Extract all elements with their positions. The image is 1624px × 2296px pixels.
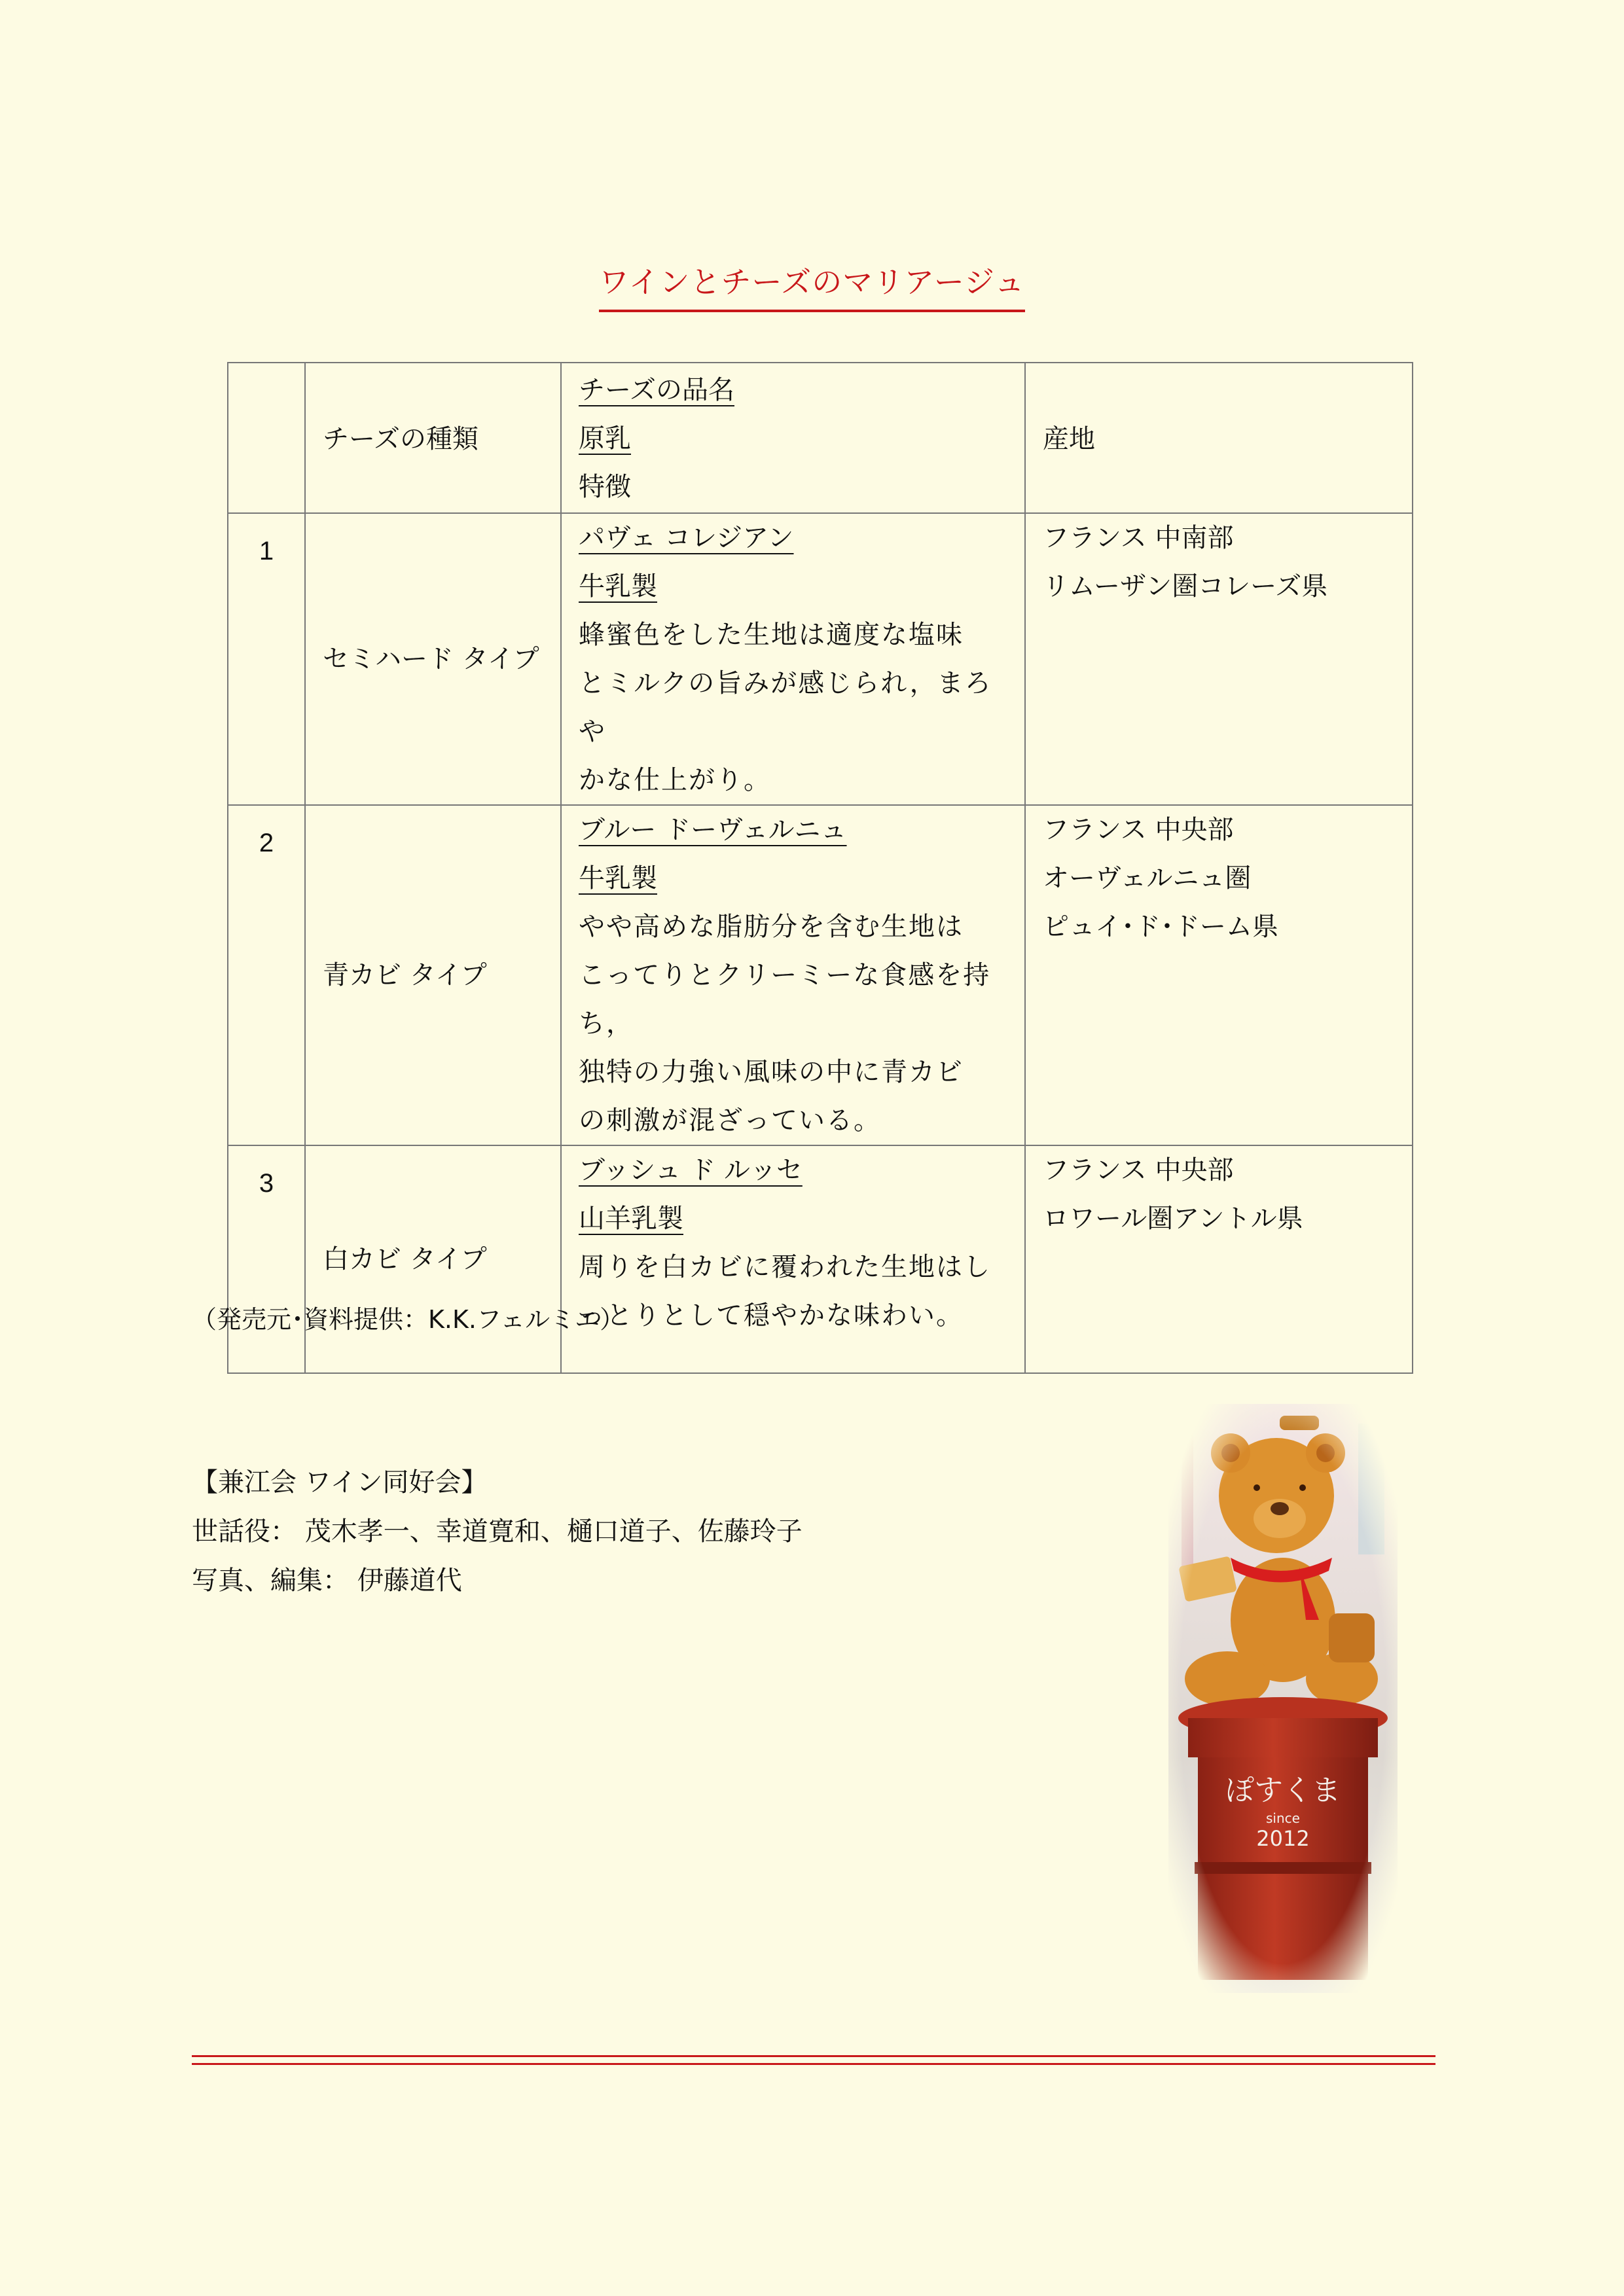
club-name: 【兼江会 ワイン同好会】 xyxy=(192,1467,488,1498)
row-origin-cell xyxy=(1025,513,1413,805)
row-type: セミハード タイプ xyxy=(305,513,561,805)
row-name: ブッシュ ド ルッセ xyxy=(579,1155,803,1185)
page-title: ワインとチーズのマリアージュ xyxy=(599,259,1025,312)
row-origin-line: リムーザン圏コレーズ県 xyxy=(1043,571,1328,601)
footer-rule-top xyxy=(192,2055,1435,2057)
club-editor: 写真、編集： 伊藤道代 xyxy=(192,1566,462,1596)
row-origin-line: フランス 中央部 xyxy=(1043,815,1234,845)
row-feature-line: 周りを白カビに覆われた生地はし xyxy=(579,1252,991,1282)
row-type: 白カビ タイプ xyxy=(305,1145,561,1373)
row-milk: 牛乳製 xyxy=(579,863,657,893)
source-note: （発売元･資料提供：K.K.フェルミエ） xyxy=(192,1305,625,1334)
club-caretakers: 世話役： 茂木孝一、幸道寛和、樋口道子、佐藤玲子 xyxy=(192,1516,803,1547)
row-feature-line: っとりとして穏やかな味わい。 xyxy=(579,1300,964,1331)
header-origin: 産地 xyxy=(1043,424,1095,454)
header-name: チーズの品名 xyxy=(579,375,734,405)
table-header-row xyxy=(228,363,1413,513)
footer-rule-bottom xyxy=(192,2063,1435,2065)
row-origin-cell xyxy=(1025,1145,1413,1373)
table-row xyxy=(228,805,1413,1145)
row-origin-line: オーヴェルニュ圏 xyxy=(1043,863,1252,893)
table-row xyxy=(228,513,1413,805)
row-number: 2 xyxy=(228,805,305,1145)
row-origin-line: フランス 中南部 xyxy=(1043,523,1234,553)
row-name-cell xyxy=(561,1145,1025,1373)
row-feature-line: 独特の力強い風味の中に青カビ xyxy=(579,1057,964,1087)
row-type: 青カビ タイプ xyxy=(305,805,561,1145)
row-number: 1 xyxy=(228,513,305,805)
club-info xyxy=(192,1458,803,1605)
row-name: ブルー ドーヴェルニュ xyxy=(579,815,847,845)
row-origin-cell xyxy=(1025,805,1413,1145)
row-origin-line: フランス 中央部 xyxy=(1043,1155,1234,1185)
header-type-label: チーズの種類 xyxy=(323,424,478,454)
page-title-wrap xyxy=(0,259,1624,312)
header-name-cell xyxy=(561,363,1025,513)
bear-postbox-photo xyxy=(1168,1404,1398,1993)
row-feature-line: やや高めな脂肪分を含む生地は xyxy=(579,912,964,942)
row-name-cell xyxy=(561,513,1025,805)
row-feature-line: の刺激が混ざっている。 xyxy=(579,1105,881,1136)
header-milk: 原乳 xyxy=(579,423,631,454)
row-name: パヴェ コレジアン xyxy=(579,523,794,553)
table-row xyxy=(228,1145,1413,1373)
row-milk: 牛乳製 xyxy=(579,571,657,601)
header-no xyxy=(228,363,305,513)
row-feature-line: とミルクの旨みが感じられ，まろや xyxy=(579,668,992,747)
row-feature-line: 蜂蜜色をした生地は適度な塩味 xyxy=(579,620,964,650)
header-feature: 特徴 xyxy=(579,472,631,502)
row-milk: 山羊乳製 xyxy=(579,1204,683,1234)
row-feature-line: かな仕上がり。 xyxy=(579,765,771,795)
row-name-cell xyxy=(561,805,1025,1145)
row-origin-line: ピュイ･ド･ドーム県 xyxy=(1043,912,1278,942)
row-number: 3 xyxy=(228,1145,305,1373)
header-origin-cell xyxy=(1025,363,1413,513)
row-origin-line: ロワール圏アントル県 xyxy=(1043,1204,1303,1234)
row-feature-line: こってりとクリーミーな食感を持ち， xyxy=(579,960,991,1039)
header-type xyxy=(305,363,561,513)
cheese-table xyxy=(227,362,1413,1374)
